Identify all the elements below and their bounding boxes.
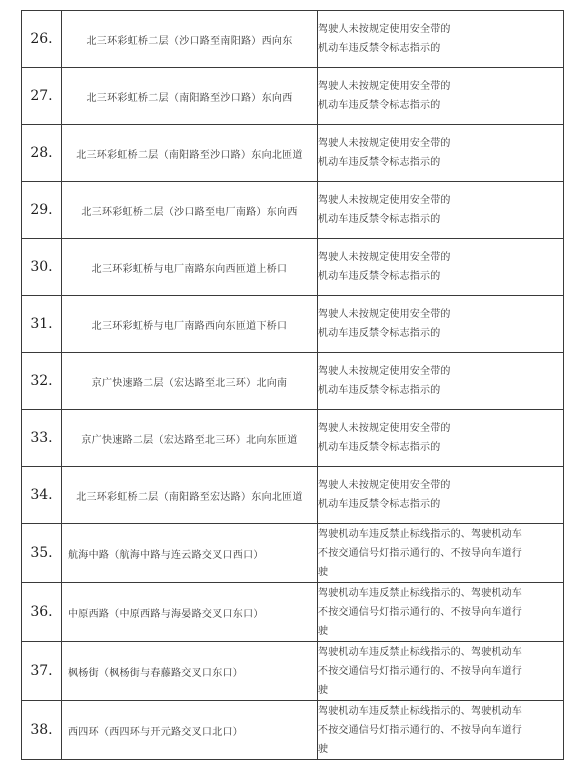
row-number: 28. <box>22 125 62 182</box>
description-text: 驾驶人未按规定使用安全带的 机动车违反禁令标志指示的 <box>318 138 451 168</box>
table-row <box>22 467 564 524</box>
location-cell: 京广快速路二层（宏达路至北三环）北向南 <box>62 353 318 410</box>
location-cell: 北三环彩虹桥与电厂南路东向西匝道上桥口 <box>62 239 318 296</box>
violation-description <box>318 467 564 524</box>
description-text: 驾驶机动车违反禁止标线指示的、驾驶机动车 不按交通信号灯指示通行的、不按导向车道行 驶 <box>318 588 522 637</box>
row-number: 33. <box>22 410 62 467</box>
violation-description <box>318 239 564 296</box>
table-row <box>22 11 564 68</box>
table-row <box>22 583 564 642</box>
table-row <box>22 642 564 701</box>
description-text: 驾驶人未按规定使用安全带的 机动车违反禁令标志指示的 <box>318 252 451 282</box>
description-text: 驾驶人未按规定使用安全带的 机动车违反禁令标志指示的 <box>318 366 451 396</box>
location-cell: 京广快速路二层（宏达路至北三环）北向东匝道 <box>62 410 318 467</box>
description-text: 驾驶机动车违反禁止标线指示的、驾驶机动车 不按交通信号灯指示通行的、不按导向车道行 驶 <box>318 647 522 696</box>
violation-description <box>318 583 564 642</box>
row-number: 31. <box>22 296 62 353</box>
location-cell: 北三环彩虹桥二层（沙口路至南阳路）西向东 <box>62 11 318 68</box>
table-row <box>22 296 564 353</box>
row-number: 32. <box>22 353 62 410</box>
row-number: 37. <box>22 642 62 701</box>
table-row <box>22 239 564 296</box>
table-row <box>22 410 564 467</box>
violation-description <box>318 353 564 410</box>
violation-description <box>318 524 564 583</box>
description-text: 驾驶人未按规定使用安全带的 机动车违反禁令标志指示的 <box>318 309 451 339</box>
table-row <box>22 353 564 410</box>
violation-description <box>318 11 564 68</box>
location-cell: 航海中路（航海中路与连云路交叉口西口） <box>62 524 318 583</box>
description-text: 驾驶机动车违反禁止标线指示的、驾驶机动车 不按交通信号灯指示通行的、不按导向车道行 驶 <box>318 706 522 755</box>
description-text: 驾驶机动车违反禁止标线指示的、驾驶机动车 不按交通信号灯指示通行的、不按导向车道行 驶 <box>318 529 522 578</box>
row-number: 26. <box>22 11 62 68</box>
violation-description <box>318 68 564 125</box>
violation-description <box>318 296 564 353</box>
violation-description <box>318 182 564 239</box>
location-cell: 北三环彩虹桥与电厂南路西向东匝道下桥口 <box>62 296 318 353</box>
table-row <box>22 125 564 182</box>
location-cell: 北三环彩虹桥二层（南阳路至宏达路）东向北匝道 <box>62 467 318 524</box>
row-number: 38. <box>22 701 62 760</box>
table-row <box>22 701 564 760</box>
violation-description <box>318 125 564 182</box>
location-cell: 北三环彩虹桥二层（南阳路至沙口路）东向西 <box>62 68 318 125</box>
description-text: 驾驶人未按规定使用安全带的 机动车违反禁令标志指示的 <box>318 81 451 111</box>
location-cell: 北三环彩虹桥二层（沙口路至电厂南路）东向西 <box>62 182 318 239</box>
table-row <box>22 524 564 583</box>
row-number: 34. <box>22 467 62 524</box>
row-number: 35. <box>22 524 62 583</box>
row-number: 27. <box>22 68 62 125</box>
description-text: 驾驶人未按规定使用安全带的 机动车违反禁令标志指示的 <box>318 24 451 54</box>
violation-description <box>318 642 564 701</box>
violation-description <box>318 410 564 467</box>
location-cell: 西四环（西四环与开元路交叉口北口） <box>62 701 318 760</box>
violation-description <box>318 701 564 760</box>
table-row <box>22 68 564 125</box>
description-text: 驾驶人未按规定使用安全带的 机动车违反禁令标志指示的 <box>318 423 451 453</box>
description-text: 驾驶人未按规定使用安全带的 机动车违反禁令标志指示的 <box>318 195 451 225</box>
location-cell: 中原西路（中原西路与海晏路交叉口东口） <box>62 583 318 642</box>
row-number: 29. <box>22 182 62 239</box>
table-row <box>22 182 564 239</box>
location-cell: 枫杨街（枫杨街与春藤路交叉口东口） <box>62 642 318 701</box>
description-text: 驾驶人未按规定使用安全带的 机动车违反禁令标志指示的 <box>318 480 451 510</box>
row-number: 30. <box>22 239 62 296</box>
location-cell: 北三环彩虹桥二层（南阳路至沙口路）东向北匝道 <box>62 125 318 182</box>
violation-locations-table <box>21 10 564 760</box>
row-number: 36. <box>22 583 62 642</box>
